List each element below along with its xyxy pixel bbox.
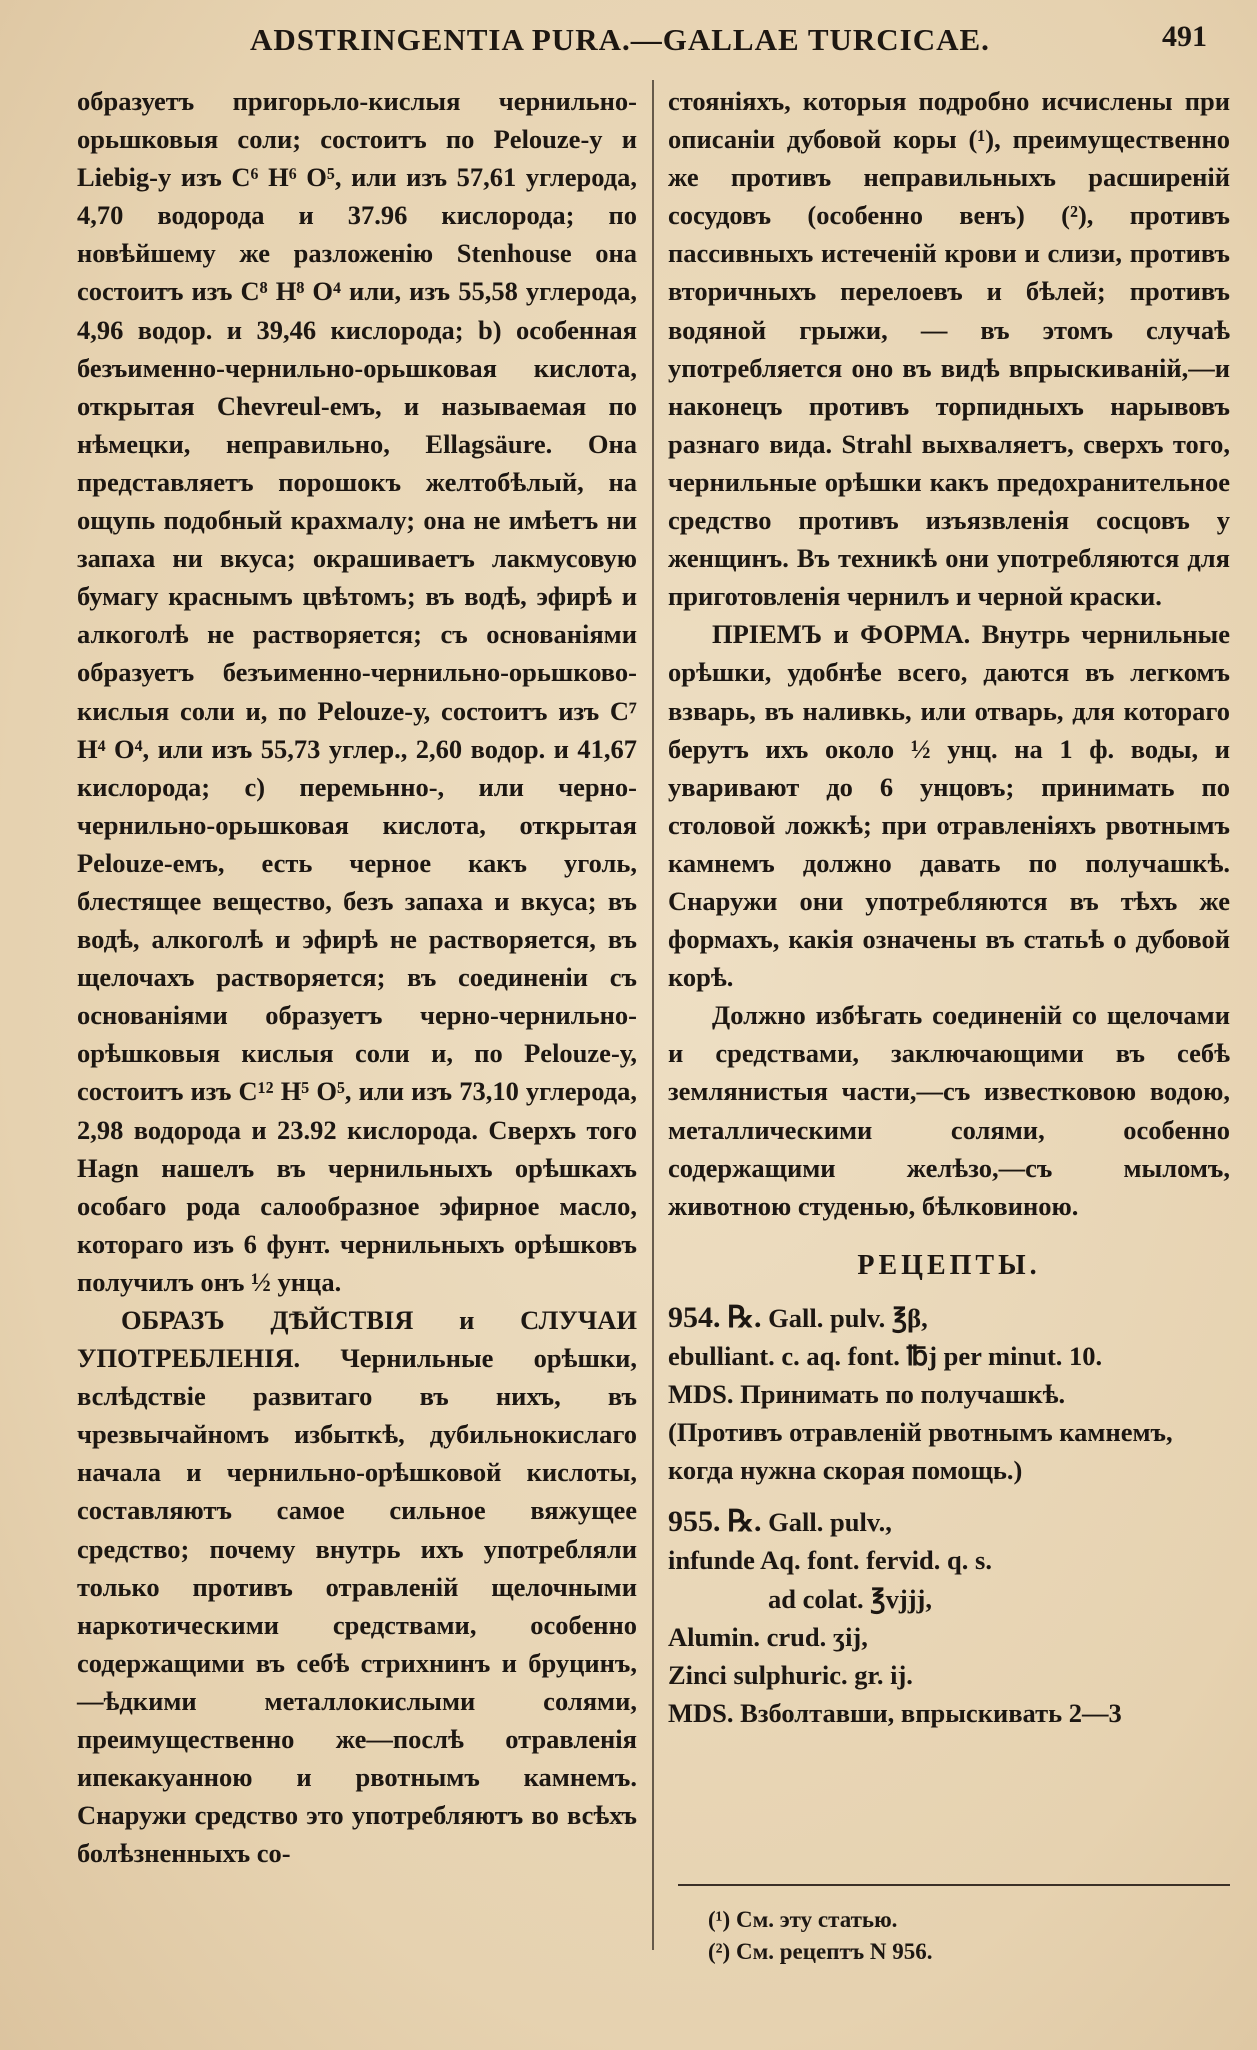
recipe-symbol: ℞.	[727, 1505, 762, 1539]
recipe-line: ebulliant. c. aq. font. ℔j per minut. 10.	[668, 1341, 1103, 1371]
recipe-954	[668, 1299, 1230, 1489]
recipe-line: Alumin. crud. ʒij,	[668, 1621, 868, 1652]
recipe-symbol: ℞.	[727, 1300, 762, 1334]
recipe-line: ad colat. ℥vjjj,	[768, 1583, 932, 1614]
left-column	[77, 82, 637, 1872]
paragraph-acids: образуетъ пригорьло-кислыя чернильно-орьшковыя соли; состоитъ по Pelouze-у и Liebig-у изъ C⁶ H⁶ O⁵, или изъ 57,61 углерода, 4,70 водорода и 37.96 кислорода; по новѣйшему же разложенію Stenhouse она состоитъ изъ C⁸ H⁸ O⁴ или, изъ 55,58 углерода, 4,96 водор. и 39,46 кислорода; b) особенная безъименно-чернильно-орьшковая кислота, открытая Chevreul-емъ, и называемая по нѣмецки, неправильно, Ellagsäure. Она представляетъ порошокъ желтобѣлый, на ощупь подобный крахмалу; она не имѣетъ ни запаха ни вкуса; окрашиваетъ лакмусовую бумагу краснымъ цвѣтомъ; въ водѣ, эфирѣ и алкоголѣ не растворяется; съ основаніями образуетъ безъименно-чернильно-орьшково-кислыя соли и, по Pelouze-у, состоитъ изъ C⁷ H⁴ O⁴, или изъ 55,73 углер., 2,60 водор. и 41,67 кислорода; c) перемьнно-, или черно-чернильно-орьшковая кислота, открытая Pelouze-емъ, есть черное какъ уголь, блестящее вещество, безъ запаха и вкуса; въ водѣ, алкоголѣ и эфирѣ не растворяется, въ щелочахъ растворяется; въ соединеніи съ основаніями образуетъ черно-чернильно-орѣшковыя кислыя соли и, по Pelouze-у, состоитъ изъ C¹² H⁵ O⁵, или изъ 73,10 углерода, 2,98 водорода и 23.92 кислорода. Сверхъ того Hagn нашелъ въ чернильныхъ орѣшкахъ особаго рода салообразное эфирное масло, котораго изъ 6 фунт. чернильныхъ орѣшковъ получилъ онъ ½ унца.	[77, 86, 637, 1297]
recipes-heading: РЕЦЕПТЫ.	[857, 1249, 1041, 1281]
footnotes	[678, 1884, 1230, 1968]
recipe-line: MDS. Принимать по получашкѣ.	[668, 1379, 1066, 1410]
footnote-2: (²) См. рецептъ N 956.	[708, 1939, 933, 1964]
recipe-line: Zinci sulphuric. gr. ij.	[668, 1659, 913, 1690]
paragraph-incompatibilities: Должно избѣгать соединеній со щелочами и средствами, заключающими въ себѣ землянистыя части,—съ известковою водою, металлическими солями, особенно содержащими желѣзо,—съ мыломъ, животною студенью, бѣлковиною.	[668, 1000, 1230, 1221]
column-divider	[652, 80, 654, 1950]
recipe-number: 955.	[668, 1505, 721, 1539]
right-column	[668, 82, 1230, 1732]
recipe-line: (Противъ отравленій рвотнымъ камнемъ, когда нужна скорая помощь.)	[668, 1417, 1180, 1486]
recipe-line: Gall. pulv. ℥β,	[768, 1302, 928, 1333]
footnote-1: (¹) См. эту статью.	[708, 1907, 898, 1932]
recipe-line: Gall. pulv.,	[768, 1507, 892, 1538]
recipe-first-line	[668, 1503, 1230, 1541]
paragraph-dose-form: ПРІЕМЪ и ФОРМА. Внутрь чернильные орѣшки, удобнѣе всего, даются въ легкомъ взварь, въ наливкь, или отварь, для котораго берутъ ихъ около ½ унц. на 1 ф. воды, и уваривают до 6 унцовъ; принимать по столовой ложкѣ; при отравленіяхъ рвотнымъ камнемъ должно давать по получашкѣ. Снаружи они употребляются въ тѣхъ же формахъ, какія означены въ статьѣ о дубовой корѣ.	[668, 619, 1230, 993]
paragraph-action-usage: ОБРАЗЪ ДѢЙСТВІЯ и СЛУЧАИ УПОТРЕБЛЕНІЯ. Чернильные орѣшки, вслѣдствіе развитаго въ нихъ, въ чрезвычайномъ избыткѣ, дубильнокислаго начала и чернильно-орѣшковой кислоты, составляютъ самое сильное вяжущее средство; почему внутрь ихъ употребляли только противъ отравленій щелочными наркотическими средствами, особенно содержащими въ себѣ стрихнинъ и бруцинъ,—ѣдкими металлокислыми солями, преимущественно же—послѣ отравленія ипекакуанною и рвотнымъ камнемъ. Снаружи средство это употребляютъ во всѣхъ болѣзненныхъ со-	[77, 1305, 637, 1869]
page-title: ADSTRINGENTIA PURA.—GALLAE TURCICAE.	[250, 22, 990, 57]
running-header	[0, 14, 1257, 64]
recipe-number: 954.	[668, 1300, 721, 1334]
recipe-line: infunde Aq. font. fervid. q. s.	[668, 1545, 992, 1576]
recipe-first-line	[668, 1299, 1230, 1337]
page-number: 491	[1162, 20, 1207, 53]
paragraph-conditions: стояніяхъ, которыя подробно исчислены при описаніи дубовой коры (¹), преимущественно же противъ неправильныхъ расширеній сосудовъ (особенно венъ) (²), противъ пассивныхъ истеченій крови и слизи, противъ вторичныхъ перелоевъ и бѣлей; противъ водяной грыжи, — въ этомъ случаѣ употребляется оно въ видѣ впрыскиваній,—и наконецъ противъ торпидныхъ нарывовъ разнаго вида. Strahl выхваляетъ, сверхъ того, чернильные орѣшки какъ предохранительное средство противъ изъязвленія сосцовъ у женщинъ. Въ техникѣ они употребляются для приготовленія чернилъ и черной краски.	[668, 86, 1230, 612]
recipe-line: MDS. Взболтавши, впрыскивать 2—3	[668, 1697, 1122, 1728]
recipe-955	[668, 1503, 1230, 1732]
